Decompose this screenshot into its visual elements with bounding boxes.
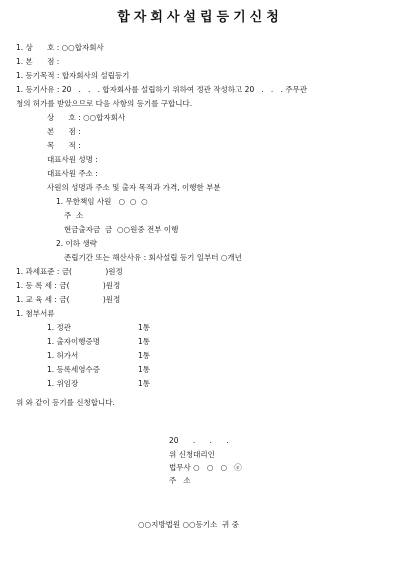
attachment-name: 1. 등록세영수증 bbox=[47, 365, 101, 374]
education-tax-line: 1. 교 육 세 : 금( )원정 bbox=[16, 295, 121, 304]
attachment-count: 1통 bbox=[138, 351, 151, 360]
registration-purpose-line: 1. 등기목적 : 합자회사의 설립등기 bbox=[16, 71, 130, 80]
unlimited-member: 1. 무한책임 사원 ○ ○ ○ bbox=[56, 197, 148, 206]
head-office-line: 1. 본 점 : bbox=[16, 57, 60, 66]
representative-name: 대표사원 성명 : bbox=[47, 155, 98, 164]
member-address: 주 소 bbox=[64, 211, 84, 220]
document-title: 합자회사설립등기신청 bbox=[117, 10, 283, 25]
attachment-count: 1통 bbox=[138, 365, 151, 374]
agent-address: 주 소 bbox=[169, 476, 191, 485]
attachment-name: 1. 정관 bbox=[47, 323, 72, 332]
attachment-name: 1. 출자이행증명 bbox=[47, 337, 101, 346]
attachment-name: 1. 위임장 bbox=[47, 379, 79, 388]
agent-name: 법무사 ○ ○ ○ ⓔ bbox=[169, 463, 242, 472]
attachment-count: 1통 bbox=[138, 337, 151, 346]
agent-label: 위 신청대리인 bbox=[169, 450, 215, 459]
registration-reason-line: 1. 등기사유 : 20 . . . 합자회사를 설립하기 위하여 정관 작성하고 20 . . . 주무관 bbox=[16, 85, 307, 94]
detail-objective: 목 적 : bbox=[47, 141, 81, 150]
attachment-name: 1. 허가서 bbox=[47, 351, 79, 360]
detail-trade-name: 상 호 : ○○합자회사 bbox=[47, 113, 126, 122]
addressee-line: ○○지방법원 ○○등기소 귀 중 bbox=[138, 520, 239, 529]
duration-line: 존립기간 또는 해산사유 : 회사설립 등기 일부터 ○개년 bbox=[64, 253, 242, 262]
cash-contribution: 현금출자금 금 ○○원중 전부 이행 bbox=[64, 225, 179, 234]
tax-base-line: 1. 과세표준 : 금( )원정 bbox=[16, 267, 123, 276]
attachment-count: 1통 bbox=[138, 379, 151, 388]
trade-name-line: 1. 상 호 : ○○합자회사 bbox=[16, 43, 104, 52]
representative-address: 대표사원 주소 : bbox=[47, 169, 98, 178]
detail-head-office: 본 점 : bbox=[47, 127, 81, 136]
attachments-heading: 1. 첨부서류 bbox=[16, 309, 55, 318]
members-heading: 사원의 성명과 주소 및 출자 목적과 가격, 이행한 부분 bbox=[47, 183, 221, 192]
date-line: 20 . . . bbox=[169, 436, 229, 445]
registration-reason-continued: 청의 허가를 받았으므로 다음 사항의 등기를 구합니다. bbox=[16, 99, 193, 108]
request-statement: 위 와 같이 등기를 신청합니다. bbox=[16, 398, 115, 407]
attachment-count: 1통 bbox=[138, 323, 151, 332]
registration-tax-line: 1. 등 록 세 : 금( )원정 bbox=[16, 281, 121, 290]
omitted-line: 2. 이하 생략 bbox=[56, 239, 97, 248]
